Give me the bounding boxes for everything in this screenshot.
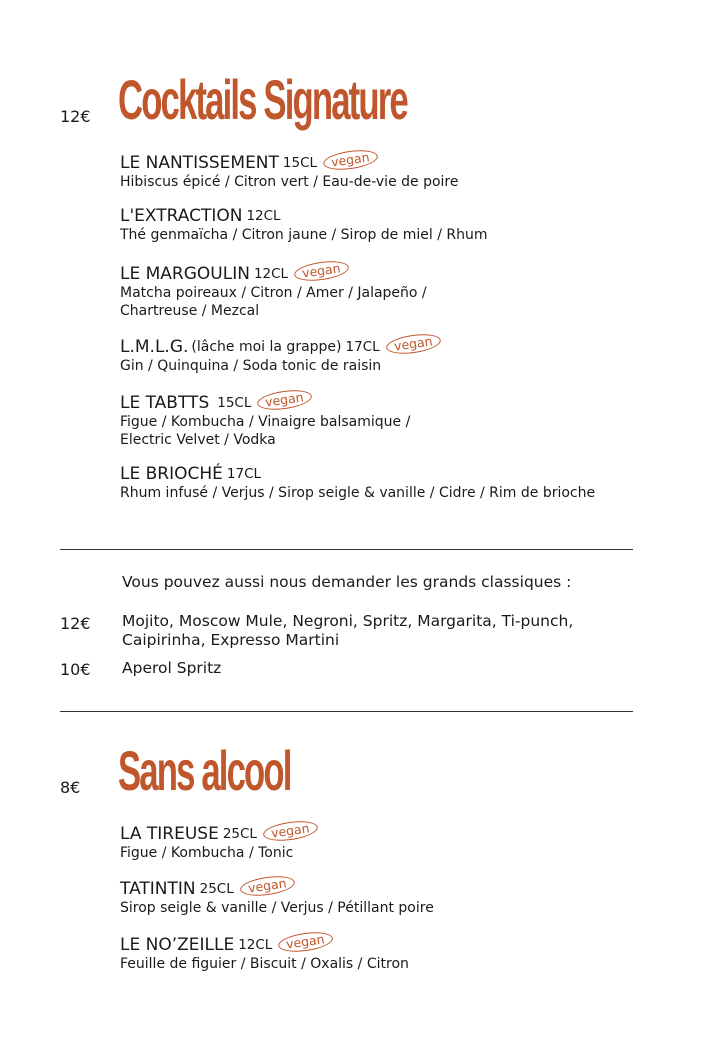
- item-volume: 17CL: [345, 339, 380, 355]
- vegan-badge: vegan: [262, 818, 319, 843]
- item-volume: 15CL: [282, 155, 318, 171]
- menu-item: [120, 151, 660, 191]
- item-description: Sirop seigle & vanille / Verjus / Pétillant poire: [120, 900, 434, 916]
- classics-price: 12€: [60, 614, 91, 633]
- classics-line: Mojito, Moscow Mule, Negroni, Spritz, Margarita, Ti-punch,: [122, 612, 574, 630]
- divider: [60, 711, 633, 712]
- item-description-cont: Electric Velvet / Vodka: [120, 432, 276, 448]
- menu-item: [120, 335, 660, 375]
- item-name: LE BRIOCHÉ: [120, 464, 223, 484]
- item-name: L'EXTRACTION: [120, 206, 243, 226]
- item-name: LA TIREUSE: [120, 824, 219, 844]
- item-name: LE NO’ZEILLE: [120, 935, 235, 955]
- vegan-badge: vegan: [322, 147, 379, 172]
- classics-price: 10€: [60, 660, 91, 679]
- classics-line: Caipirinha, Expresso Martini: [122, 631, 340, 649]
- item-volume: 12CL: [246, 208, 281, 224]
- menu-item: [120, 391, 660, 449]
- vegan-badge: vegan: [385, 331, 442, 356]
- menu-item: [120, 877, 660, 917]
- item-volume: 12CL: [238, 937, 273, 953]
- menu-item: [120, 464, 660, 502]
- classics-intro: Vous pouvez aussi nous demander les grands classiques :: [122, 573, 572, 591]
- item-description: Matcha poireaux / Citron / Amer / Jalapeño /: [120, 285, 427, 301]
- item-name: LE MARGOULIN: [120, 264, 250, 284]
- item-name: TATINTIN: [120, 879, 196, 899]
- item-description: Figue / Kombucha / Tonic: [120, 845, 294, 861]
- vegan-badge: vegan: [293, 258, 350, 283]
- item-description: Feuille de figuier / Biscuit / Oxalis / Citron: [120, 956, 409, 972]
- item-volume: 25CL: [222, 826, 257, 842]
- item-description: Hibiscus épicé / Citron vert / Eau-de-vie de poire: [120, 174, 459, 190]
- menu-item: [120, 933, 660, 973]
- item-volume: 12CL: [253, 266, 289, 282]
- signature-price: 12€: [60, 107, 91, 126]
- sans-alcool-heading: Sans alcool: [118, 739, 291, 802]
- classics-list: [122, 612, 622, 650]
- item-description: Figue / Kombucha / Vinaigre balsamique /: [120, 414, 411, 430]
- item-description: Thé genmaïcha / Citron jaune / Sirop de miel / Rhum: [120, 227, 488, 243]
- vegan-badge: vegan: [239, 873, 296, 898]
- item-volume: 25CL: [199, 881, 234, 897]
- divider: [60, 549, 633, 550]
- classics-line: Aperol Spritz: [122, 659, 222, 677]
- item-description-cont: Chartreuse / Mezcal: [120, 303, 260, 319]
- item-name: LE NANTISSEMENT: [120, 153, 279, 173]
- vegan-badge: vegan: [277, 929, 334, 954]
- signature-heading: Cocktails Signature: [118, 68, 407, 131]
- menu-item: [120, 822, 660, 862]
- menu-item: [120, 206, 660, 244]
- vegan-badge: vegan: [256, 387, 313, 412]
- item-name: LE TABTTS: [120, 393, 210, 413]
- item-description: Rhum infusé / Verjus / Sirop seigle & vanille / Cidre / Rim de brioche: [120, 485, 596, 501]
- item-volume: 15CL: [217, 395, 252, 411]
- item-name: L.M.L.G.: [120, 337, 189, 357]
- item-note: (lâche moi la grappe): [191, 339, 342, 355]
- item-description: Gin / Quinquina / Soda tonic de raisin: [120, 358, 382, 374]
- sans-alcool-price: 8€: [60, 778, 81, 797]
- menu-item: [120, 262, 660, 320]
- item-volume: 17CL: [226, 466, 262, 482]
